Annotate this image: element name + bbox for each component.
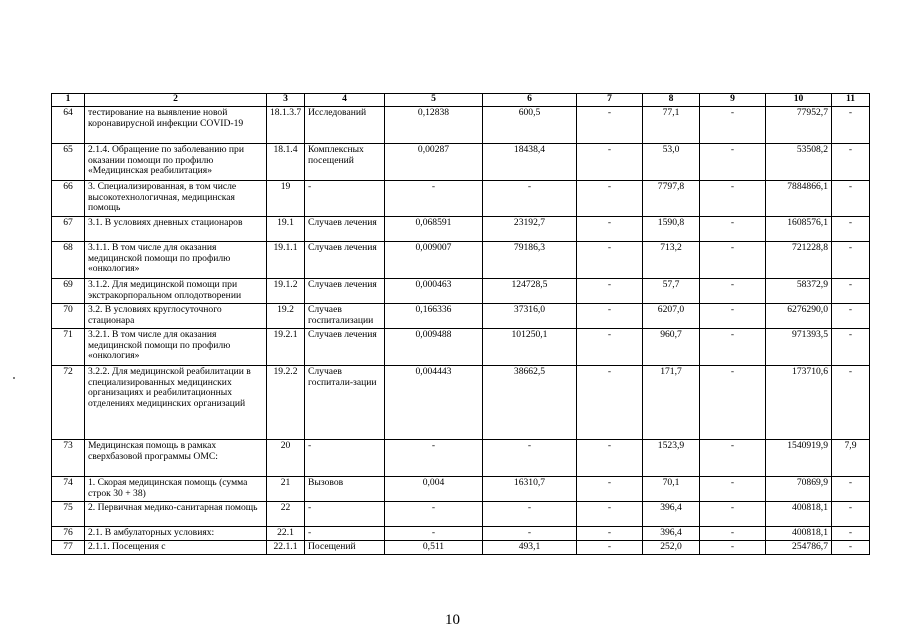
cell-unit: Случаев лечения	[305, 242, 385, 279]
cell-norm-cost: 124728,5	[483, 279, 577, 304]
cell-row-number: 69	[52, 279, 85, 304]
header-unit: 4	[305, 94, 385, 107]
header-line-code: 3	[267, 94, 305, 107]
cell-norm-volume: 0,009007	[385, 242, 483, 279]
cell-col-7: -	[577, 477, 643, 502]
cell-col-10: 971393,5	[766, 329, 832, 366]
cell-unit: Вызовов	[305, 477, 385, 502]
cell-norm-cost: -	[483, 181, 577, 217]
cell-col-10: 77952,7	[766, 107, 832, 144]
cell-col-7: -	[577, 540, 643, 554]
cell-indicator-name: 1. Скорая медицинская помощь (сумма строк 30 + 38)	[85, 477, 267, 502]
cell-col-9: -	[700, 502, 766, 527]
cell-col-9: -	[700, 477, 766, 502]
cell-norm-cost: 23192,7	[483, 217, 577, 242]
cell-col-8: 70,1	[643, 477, 700, 502]
cell-line-code: 22.1.1	[267, 540, 305, 554]
table-row	[52, 144, 870, 181]
cell-col-9: -	[700, 366, 766, 440]
cell-norm-volume: 0,068591	[385, 217, 483, 242]
cell-norm-volume: 0,12838	[385, 107, 483, 144]
cell-col-8: 252,0	[643, 540, 700, 554]
cell-col-7: -	[577, 242, 643, 279]
cell-col-7: -	[577, 107, 643, 144]
header-col-9: 9	[700, 94, 766, 107]
cell-unit: -	[305, 440, 385, 477]
table-row	[52, 217, 870, 242]
cell-col-8: 57,7	[643, 279, 700, 304]
header-col-10: 10	[766, 94, 832, 107]
header-col-11: 11	[832, 94, 870, 107]
header-row	[52, 94, 870, 107]
cell-norm-cost: 79186,3	[483, 242, 577, 279]
cell-col-9: -	[700, 304, 766, 329]
table-row	[52, 107, 870, 144]
cell-col-7: -	[577, 527, 643, 541]
cell-line-code: 19.1.1	[267, 242, 305, 279]
cell-col-9: -	[700, 329, 766, 366]
cell-indicator-name: 3.2. В условиях круглосуточного стационара	[85, 304, 267, 329]
cell-row-number: 74	[52, 477, 85, 502]
cell-col-10: 58372,9	[766, 279, 832, 304]
cell-row-number: 75	[52, 502, 85, 527]
cell-col-11: -	[832, 527, 870, 541]
cell-col-11: -	[832, 181, 870, 217]
cell-col-8: 1523,9	[643, 440, 700, 477]
cell-col-11: -	[832, 144, 870, 181]
cell-indicator-name: 3.2.1. В том числе для оказания медицинской помощи по профилю «онкология»	[85, 329, 267, 366]
cell-row-number: 66	[52, 181, 85, 217]
cell-col-10: 400818,1	[766, 502, 832, 527]
cell-indicator-name: 2.1.1. Посещения с	[85, 540, 267, 554]
cell-col-11: -	[832, 366, 870, 440]
cell-line-code: 19.2.1	[267, 329, 305, 366]
cell-col-7: -	[577, 279, 643, 304]
cell-indicator-name: 3.1.2. Для медицинской помощи при экстракорпоральном оплодотворении	[85, 279, 267, 304]
cell-norm-cost: 37316,0	[483, 304, 577, 329]
cell-col-7: -	[577, 304, 643, 329]
cell-norm-volume: 0,004	[385, 477, 483, 502]
cell-col-9: -	[700, 540, 766, 554]
cell-norm-cost: 38662,5	[483, 366, 577, 440]
cell-row-number: 68	[52, 242, 85, 279]
cell-col-11: -	[832, 279, 870, 304]
cell-col-7: -	[577, 366, 643, 440]
cell-col-10: 7884866,1	[766, 181, 832, 217]
cell-col-10: 400818,1	[766, 527, 832, 541]
cell-col-10: 6276290,0	[766, 304, 832, 329]
cell-row-number: 72	[52, 366, 85, 440]
table-body	[52, 107, 870, 555]
cell-col-10: 1608576,1	[766, 217, 832, 242]
header-col-7: 7	[577, 94, 643, 107]
cell-col-11: -	[832, 502, 870, 527]
cell-line-code: 20	[267, 440, 305, 477]
table-row	[52, 242, 870, 279]
table-row	[52, 304, 870, 329]
cell-unit: Комплексных посещений	[305, 144, 385, 181]
cell-row-number: 71	[52, 329, 85, 366]
header-indicator-name: 2	[85, 94, 267, 107]
cell-line-code: 21	[267, 477, 305, 502]
cell-col-9: -	[700, 107, 766, 144]
cell-norm-cost: -	[483, 502, 577, 527]
cell-col-8: 396,4	[643, 527, 700, 541]
cell-line-code: 19	[267, 181, 305, 217]
cell-unit: Случаев лечения	[305, 217, 385, 242]
cell-col-8: 396,4	[643, 502, 700, 527]
cell-col-7: -	[577, 502, 643, 527]
cell-col-8: 1590,8	[643, 217, 700, 242]
cell-col-9: -	[700, 144, 766, 181]
cell-col-7: -	[577, 217, 643, 242]
cell-indicator-name: 2.1.4. Обращение по заболеванию при оказании помощи по профилю «Медицинская реабилитация»	[85, 144, 267, 181]
cell-norm-volume: -	[385, 181, 483, 217]
cell-line-code: 22.1	[267, 527, 305, 541]
cell-col-9: -	[700, 217, 766, 242]
cell-col-7: -	[577, 440, 643, 477]
cell-col-11: -	[832, 304, 870, 329]
cell-col-8: 7797,8	[643, 181, 700, 217]
cell-row-number: 64	[52, 107, 85, 144]
cell-col-8: 713,2	[643, 242, 700, 279]
header-row-number: 1	[52, 94, 85, 107]
cell-row-number: 76	[52, 527, 85, 541]
cell-norm-cost: 493,1	[483, 540, 577, 554]
cell-norm-volume: 0,511	[385, 540, 483, 554]
cell-unit: Случаев госпитализации	[305, 304, 385, 329]
table-row	[52, 279, 870, 304]
header-norm-cost: 6	[483, 94, 577, 107]
cell-indicator-name: 3.2.2. Для медицинской реабилитации в специализированных медицинских организациях и реабилитационных отделениях медицинских организаций	[85, 366, 267, 440]
cell-indicator-name: 2. Первичная медико-санитарная помощь	[85, 502, 267, 527]
cell-col-9: -	[700, 279, 766, 304]
cell-col-7: -	[577, 181, 643, 217]
cell-norm-volume: 0,009488	[385, 329, 483, 366]
cell-unit: Случаев госпитали-зации	[305, 366, 385, 440]
cell-line-code: 19.1	[267, 217, 305, 242]
cell-indicator-name: 3.1. В условиях дневных стационаров	[85, 217, 267, 242]
cell-col-11: -	[832, 329, 870, 366]
table-row	[52, 502, 870, 527]
cell-col-9: -	[700, 527, 766, 541]
cell-col-7: -	[577, 144, 643, 181]
cell-col-11: -	[832, 217, 870, 242]
table-row	[52, 540, 870, 554]
cell-col-8: 171,7	[643, 366, 700, 440]
cell-col-9: -	[700, 242, 766, 279]
cell-col-11: -	[832, 107, 870, 144]
scan-speck	[13, 377, 15, 379]
cell-line-code: 19.2	[267, 304, 305, 329]
header-norm-volume: 5	[385, 94, 483, 107]
cell-indicator-name: 3. Специализированная, в том числе высокотехнологичная, медицинская помощь	[85, 181, 267, 217]
cell-indicator-name: 3.1.1. В том числе для оказания медицинской помощи по профилю «онкология»	[85, 242, 267, 279]
data-table	[51, 93, 870, 555]
cell-col-11: -	[832, 477, 870, 502]
cell-indicator-name: тестирование на выявление новой коронавирусной инфекции COVID-19	[85, 107, 267, 144]
table-row	[52, 477, 870, 502]
cell-norm-volume: -	[385, 527, 483, 541]
cell-line-code: 19.2.2	[267, 366, 305, 440]
cell-col-8: 77,1	[643, 107, 700, 144]
table-row	[52, 329, 870, 366]
cell-col-8: 960,7	[643, 329, 700, 366]
cell-row-number: 70	[52, 304, 85, 329]
cell-norm-volume: 0,166336	[385, 304, 483, 329]
cell-col-10: 173710,6	[766, 366, 832, 440]
cell-unit: Случаев лечения	[305, 329, 385, 366]
cell-norm-cost: -	[483, 527, 577, 541]
cell-col-11: 7,9	[832, 440, 870, 477]
table-row	[52, 366, 870, 440]
cell-norm-cost: 101250,1	[483, 329, 577, 366]
cell-col-11: -	[832, 540, 870, 554]
cell-norm-volume: 0,00287	[385, 144, 483, 181]
table-row	[52, 527, 870, 541]
cell-unit: Исследований	[305, 107, 385, 144]
cell-col-8: 53,0	[643, 144, 700, 181]
table-row	[52, 440, 870, 477]
cell-norm-cost: 18438,4	[483, 144, 577, 181]
cell-norm-cost: 600,5	[483, 107, 577, 144]
cell-unit: -	[305, 502, 385, 527]
cell-col-10: 53508,2	[766, 144, 832, 181]
cell-row-number: 77	[52, 540, 85, 554]
page-number: 10	[445, 612, 460, 628]
cell-norm-cost: 16310,7	[483, 477, 577, 502]
cell-col-9: -	[700, 181, 766, 217]
cell-col-7: -	[577, 329, 643, 366]
header-col-8: 8	[643, 94, 700, 107]
cell-col-9: -	[700, 440, 766, 477]
cell-norm-volume: 0,000463	[385, 279, 483, 304]
cell-row-number: 65	[52, 144, 85, 181]
cell-unit: Случаев лечения	[305, 279, 385, 304]
cell-col-10: 721228,8	[766, 242, 832, 279]
cell-line-code: 18.1.4	[267, 144, 305, 181]
cell-line-code: 19.1.2	[267, 279, 305, 304]
cell-norm-cost: -	[483, 440, 577, 477]
cell-unit: -	[305, 181, 385, 217]
cell-unit: Посещений	[305, 540, 385, 554]
cell-col-11: -	[832, 242, 870, 279]
cell-row-number: 67	[52, 217, 85, 242]
cell-norm-volume: -	[385, 502, 483, 527]
cell-col-10: 1540919,9	[766, 440, 832, 477]
cell-col-10: 70869,9	[766, 477, 832, 502]
cell-line-code: 22	[267, 502, 305, 527]
cell-col-10: 254786,7	[766, 540, 832, 554]
cell-indicator-name: Медицинская помощь в рамках сверхбазовой программы ОМС:	[85, 440, 267, 477]
cell-indicator-name: 2.1. В амбулаторных условиях:	[85, 527, 267, 541]
cell-norm-volume: 0,004443	[385, 366, 483, 440]
table-row	[52, 181, 870, 217]
cell-norm-volume: -	[385, 440, 483, 477]
cell-col-8: 6207,0	[643, 304, 700, 329]
cell-unit: -	[305, 527, 385, 541]
cell-row-number: 73	[52, 440, 85, 477]
cell-line-code: 18.1.3.7	[267, 107, 305, 144]
